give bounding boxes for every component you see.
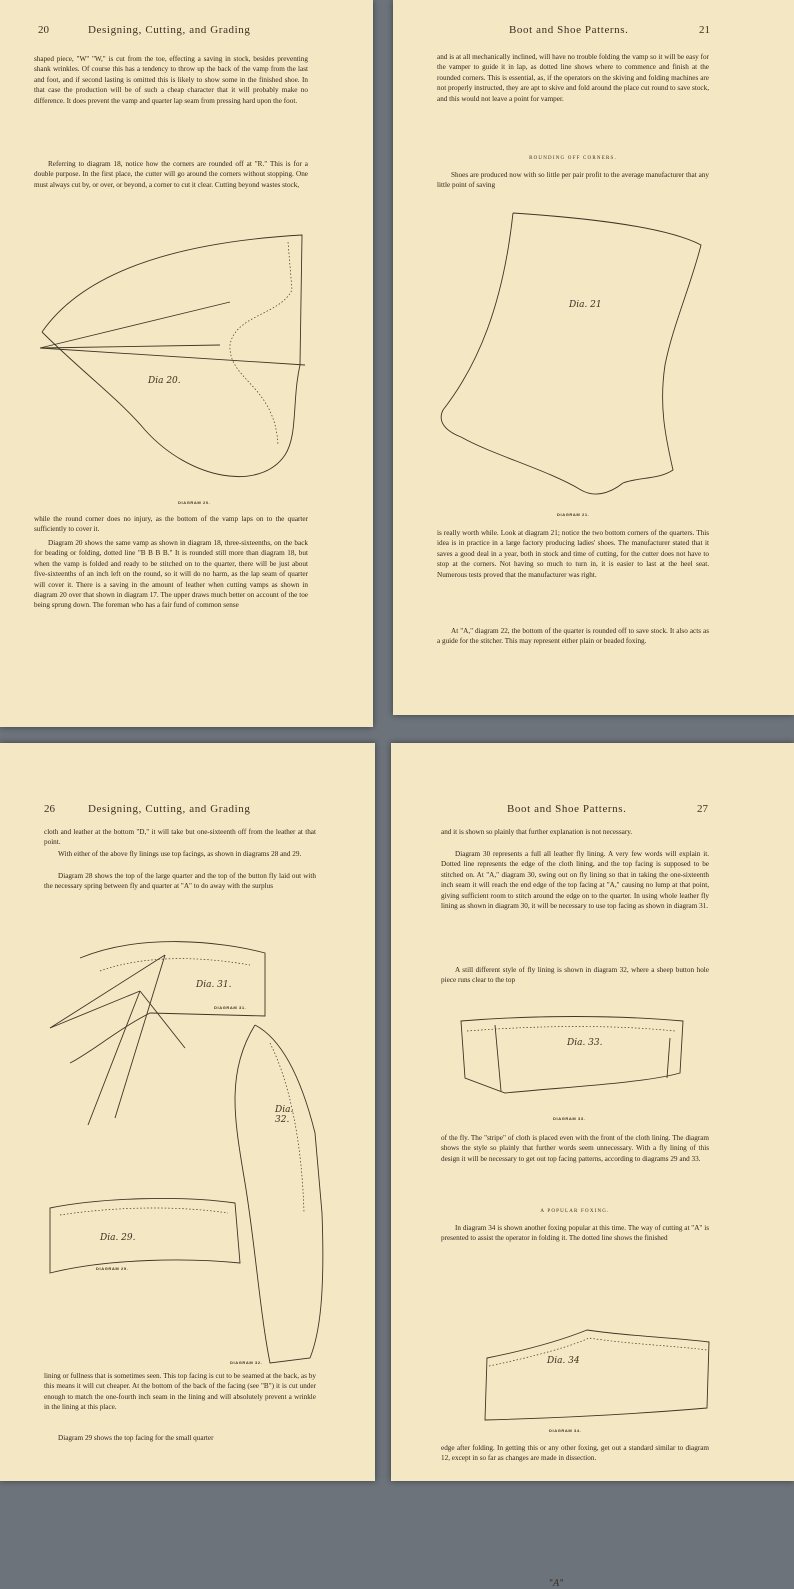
facing-29-outline: [50, 1198, 240, 1273]
paragraph: and is at all mechanically inclined, will have no trouble folding the vamp so it will be easy for the vamper to guide it in lap, as dotted line shows where to commence and finish at the rounded corners. This is essential, as, if the operators on the skiving and folding machines are not properly instructed, they are apt to skive and fold around the place cut round to save stock, and this would not leave a point for vamper.: [437, 53, 709, 103]
page-20: [0, 0, 373, 727]
facing-31-outline: [70, 942, 265, 1063]
paragraph: In diagram 34 is shown another foxing popular at this time. The way of cutting at "A" is presented to assist the operator in folding it. The dotted line shows the finished: [441, 1224, 709, 1243]
page-header: [391, 803, 794, 819]
page-number: 27: [697, 803, 708, 815]
diagram-label: Dia. 34: [547, 1356, 580, 1366]
foxing-34-outline: [485, 1330, 709, 1420]
diagram-label: Dia 20.: [148, 376, 181, 386]
page-header: [393, 24, 794, 40]
reference-line: [50, 991, 140, 1028]
page-27: [391, 743, 794, 1589]
paragraph: A still different style of fly lining is shown in diagram 32, where a sheep button hole piece runs clear to the top: [441, 966, 709, 985]
paragraph: lining or fullness that is sometimes seen. This top facing is cut to be seamed at the back, as by this means it will cut cheaper. At the bottom of the back of the facing (see "B") it is cut under enough to match the one-fourth inch seam in the lining and will absolutely prevent a wrinkle in the lining at this place.: [44, 1372, 316, 1412]
diagram-label: Dia. 31.: [196, 980, 232, 990]
reference-line: [50, 955, 165, 1028]
quarter-outline: [441, 213, 701, 494]
diagram-caption: DIAGRAM 33.: [553, 1116, 586, 1121]
diagram-label: Dia. 33.: [567, 1038, 603, 1048]
page-21: [393, 0, 794, 715]
lining-33-outline: [461, 1017, 683, 1094]
page-header: [0, 803, 375, 819]
reference-line: [40, 345, 220, 348]
paragraph: cloth and leather at the bottom "D," it will take but one-sixteenth off from the leather at that point.: [44, 828, 316, 847]
diagram-caption: DIAGRAM 21.: [557, 512, 590, 517]
vamp-outline: [42, 235, 302, 477]
reference-line: [140, 991, 185, 1048]
diagram-caption: DIAGRAM 29.: [96, 1266, 129, 1271]
diagram-caption: DIAGRAM 32.: [230, 1360, 263, 1365]
paragraph: With either of the above fly linings use top facings, as shown in diagrams 28 and 29.: [58, 850, 302, 858]
diagram-21-drawing: [433, 205, 723, 505]
page-26: [0, 743, 375, 1481]
reference-line: [40, 302, 230, 348]
paragraph: of the fly. The "stripe" of cloth is placed even with the front of the cloth lining. The diagram shows the style so plainly that further words seem unnecessary. With a fly lining of this design it will be necessary to get out top facing patterns, according to diagrams 29 and 33.: [441, 1134, 709, 1163]
running-title: Designing, Cutting, and Grading: [88, 803, 251, 815]
facing-29-dotted: [60, 1208, 228, 1215]
lining-33-dotted: [467, 1027, 675, 1032]
paragraph: edge after folding. In getting this or any other foxing, get out a standard similar to diagram 12, except in so far as changes are made in dissection.: [441, 1444, 709, 1463]
spacer: [477, 845, 478, 846]
diagram-label: Dia. 32.: [275, 1105, 294, 1125]
paragraph: is really worth while. Look at diagram 21; notice the two bottom corners of the quarters. This idea is in practice in a large factory producing ladies' shoes. The manufacturer stated that it saves a good deal in a year, both in stock and time of cutting, for the cutter does not have to stop at the corners. Not having so much to turn in, it is easier to last at the heel seat. Numerous tests proved that the manufacturer was right.: [437, 529, 709, 579]
diagrams-29-31-32-drawing: [40, 913, 340, 1363]
point-a-marker: "A": [549, 1579, 564, 1589]
paragraph: Diagram 28 shows the top of the large quarter and the top of the button fly laid out with the necessary spring between fly and quarter at "A" to do away with the surplus: [44, 872, 316, 891]
reference-line: [667, 1038, 670, 1078]
page-number: 20: [38, 24, 49, 36]
reference-line: [495, 1025, 501, 1091]
paragraph: while the round corner does no injury, as the bottom of the vamp laps on to the quarter sufficiently to cover it.: [34, 515, 308, 534]
paragraph: Diagram 20 shows the same vamp as shown in diagram 18, three-sixteenths, on the back for beading or folding, dotted line "B B B B." It is rounded still more than diagram 18, but when the vamp is folded and ready to be stitched on to the quarter, there will be just about five-sixteenths of an inch left on the round, so it will do no harm, as the lap seam of quarter will cover it. There is a saving in the amount of leather when cutting vamps as shown in diagram 20 over that shown in diagram 17. The upper draws much better on account of the toe being sprung down. The foreman who has a fair fund of common sense: [34, 539, 308, 610]
running-title: Boot and Shoe Patterns.: [507, 803, 627, 815]
paragraph: and it is shown so plainly that further explanation is not necessary.: [441, 828, 633, 836]
paragraph: Diagram 30 represents a full all leather fly lining. A very few words will explain it. Dotted line represents the edge of the cloth lining, and the top facing is supposed to be stitched on. At "A," diagram 30, swing out on fly lining so that in taking the one-sixteenth inch seam it will reach the end edge of the top facing at "A," causing no lump at that point, giving sufficient room to stitch around the edge on to the quarter. In using whole leather fly lining as shown in diagram 30, it will be necessary to use top facing as shown in diagram 31.: [441, 850, 709, 911]
running-title: Designing, Cutting, and Grading: [88, 24, 251, 36]
page-header: [0, 24, 373, 40]
reference-line: [88, 991, 140, 1125]
reference-line: [40, 348, 305, 365]
fly-32-outline: [235, 1025, 323, 1363]
paragraph: Shoes are produced now with so little per pair profit to the average manufacturer that any little point of saving: [437, 171, 709, 190]
diagram-34-drawing: [477, 1328, 717, 1438]
page-number: 21: [699, 24, 710, 36]
diagram-33-drawing: [455, 1013, 695, 1123]
paragraph: At "A," diagram 22, the bottom of the quarter is rounded off to save stock. It also acts as a guide for the stitcher. This may represent either plain or beaded foxing.: [437, 627, 709, 646]
facing-31-dotted: [100, 959, 250, 971]
section-heading: ROUNDING OFF CORNERS.: [529, 156, 617, 161]
paragraph: shaped piece, "W" "W," is cut from the toe, effecting a saving in stock, besides preventing shank wrinkles. Of course this has a tendency to throw up the back of the vamp from the last and foot, and if second lasting is omitted this is likely to show some in the finished shoe. In that case the production will be of such a cheap character that it will probably make no difference. It does prevent the vamp and quarter lap seam from pressing hard upon the foot.: [34, 55, 308, 105]
paragraph: Diagram 29 shows the top facing for the small quarter: [58, 1434, 214, 1442]
diagram-caption: DIAGRAM 34.: [549, 1428, 582, 1433]
running-title: Boot and Shoe Patterns.: [509, 24, 629, 36]
fly-32-dotted: [270, 1043, 304, 1213]
diagram-20-drawing: [30, 230, 320, 500]
diagram-label: Dia. 21: [569, 300, 602, 310]
paragraph: Referring to diagram 18, notice how the corners are rounded off at "R." This is for a double purpose. In the first place, the cutter will go around the corners without stopping. One must always cut by, or over, or beyond, a corner to cut it clear. Cutting beyond wastes stock,: [34, 160, 308, 189]
diagram-caption: DIAGRAM 20.: [178, 500, 211, 505]
section-heading: A POPULAR FOXING.: [540, 1209, 610, 1214]
diagram-label: Dia. 29.: [100, 1233, 136, 1243]
diagram-caption: DIAGRAM 31.: [214, 1005, 247, 1010]
dotted-fold-line: [230, 242, 292, 445]
foxing-34-dotted: [489, 1338, 707, 1366]
page-number: 26: [44, 803, 55, 815]
